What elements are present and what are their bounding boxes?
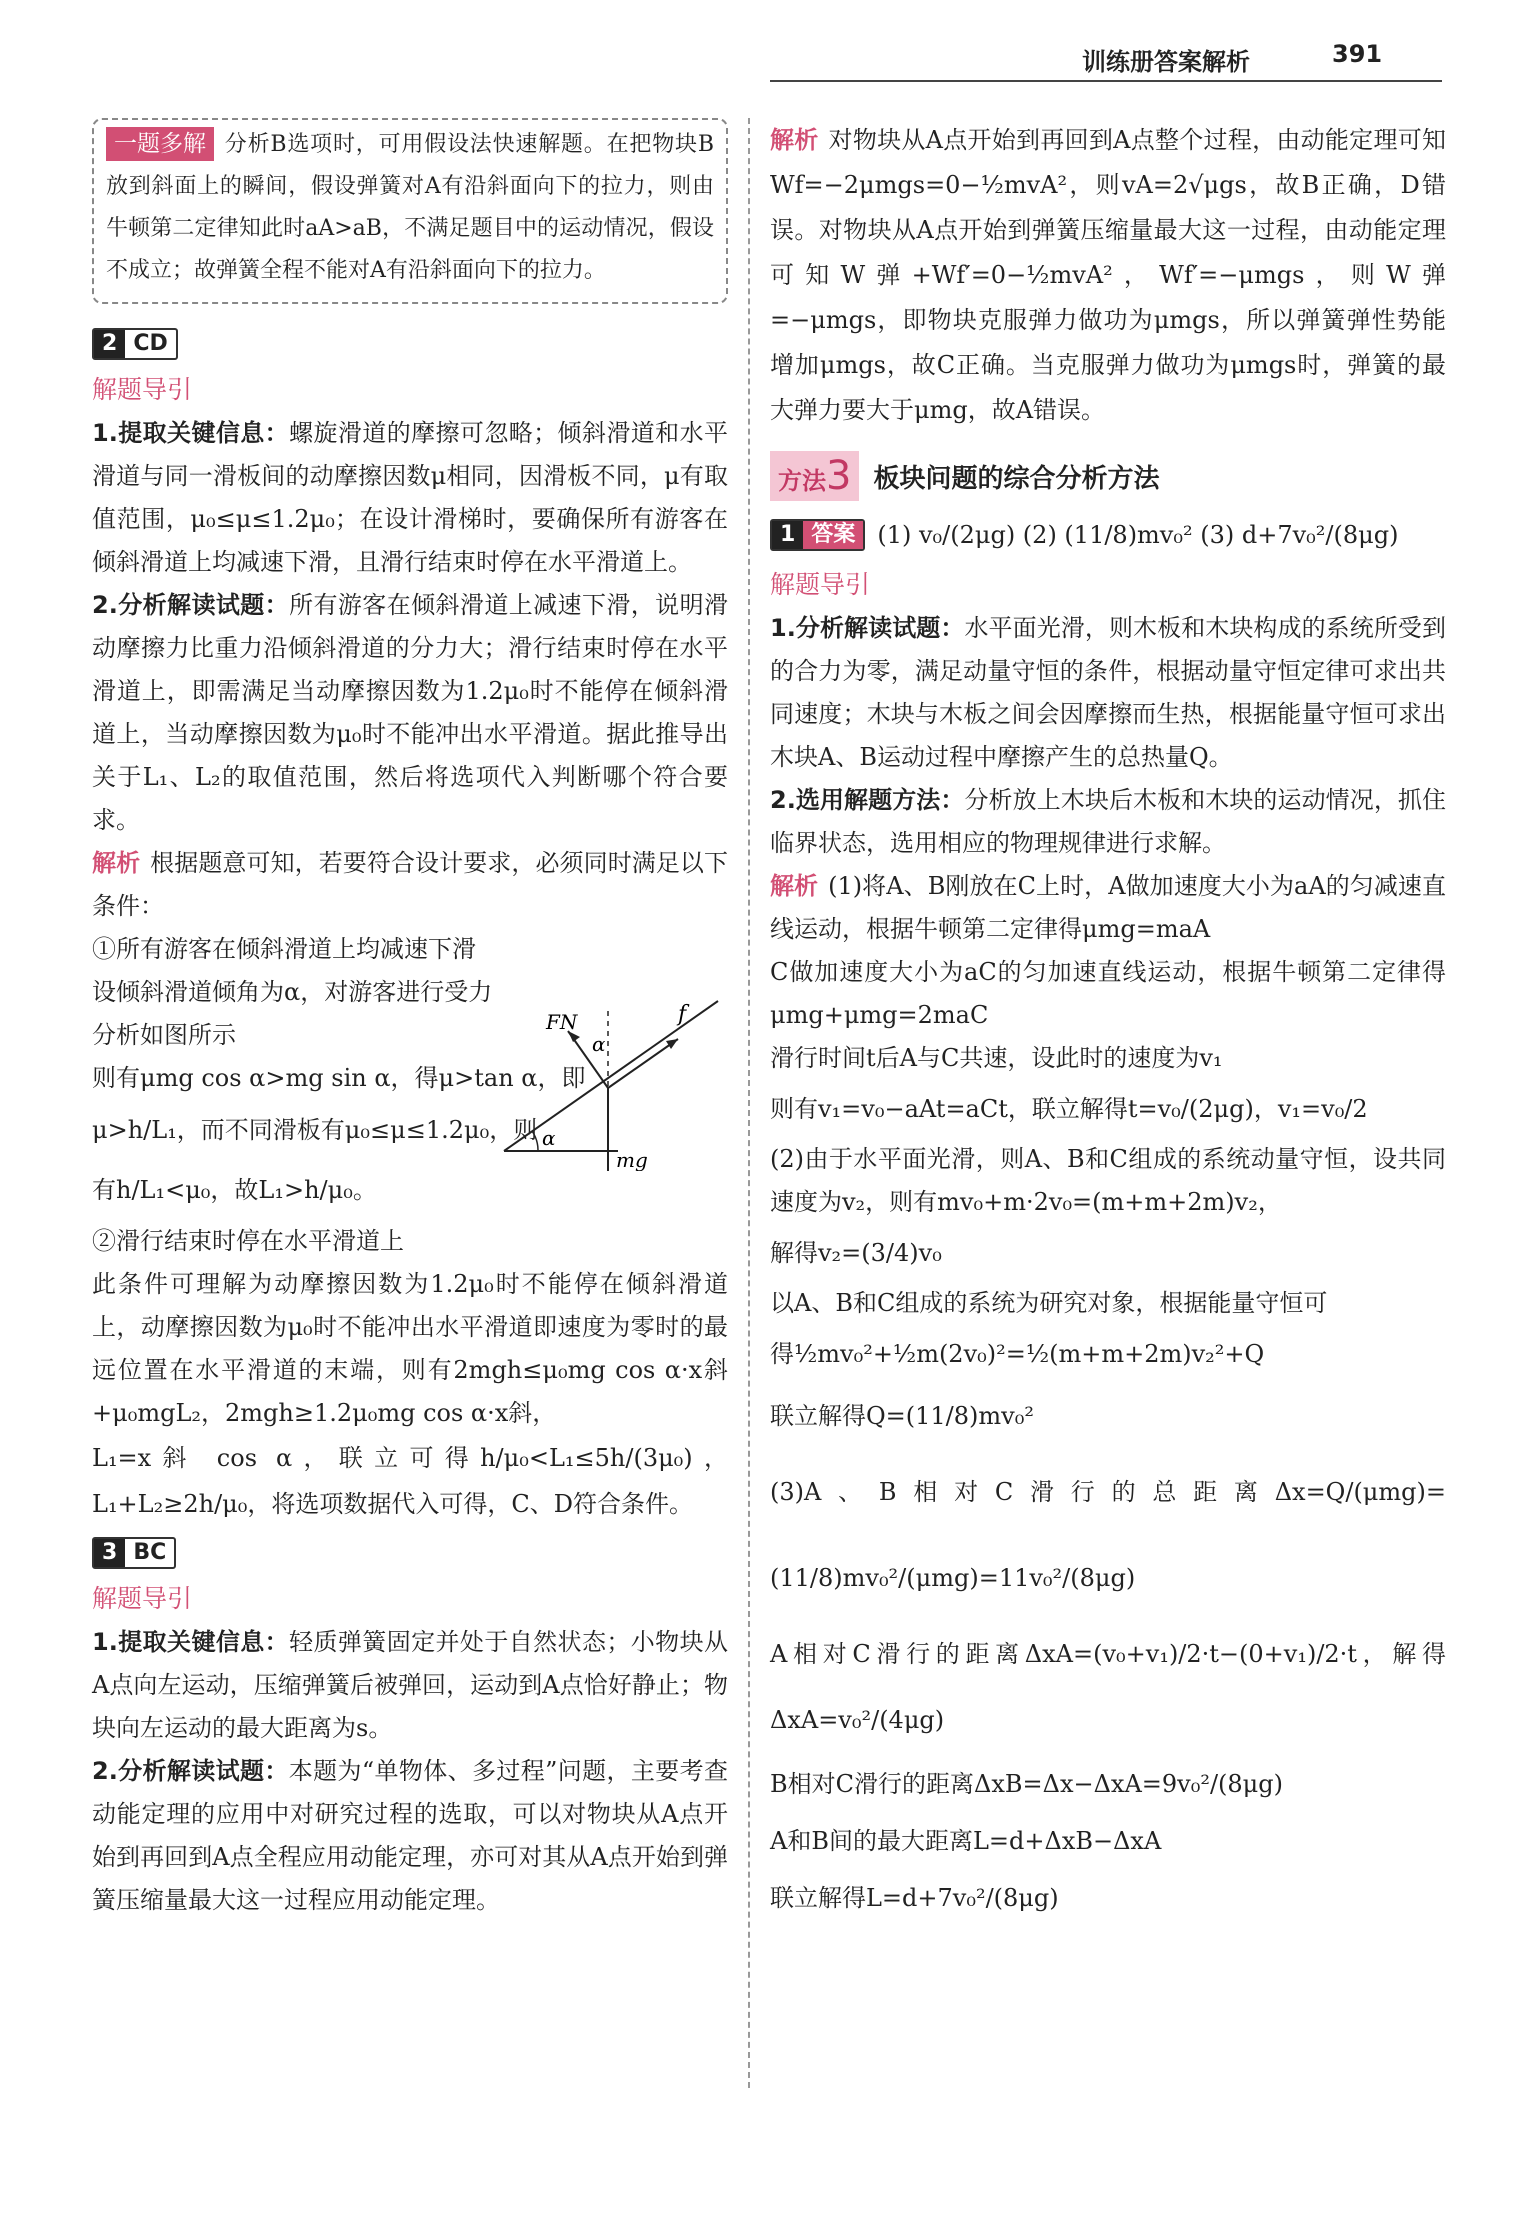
q2-condition-2-body: 此条件可理解为动摩擦因数为1.2μ₀时不能停在倾斜滑道上，动摩擦因数为μ₀时不能冲出水平滑道即速度为零时的最远位置在水平滑道的末端，则有2mgh≤μ₀mg cos α·x斜+μ₀mgL₂，2mgh≥1.2μ₀mg cos α·x斜，	[92, 1270, 728, 1427]
force-diagram	[498, 971, 728, 1171]
q2-point-1: 1.提取关键信息：螺旋滑道的摩擦可忽略；倾斜滑道和水平滑道与同一滑板间的动摩擦因数μ相同，因滑板不同，μ有取值范围，μ₀≤μ≤1.2μ₀；在设计滑梯时，要确保所有游客在倾斜滑道上均减速下滑，且滑行结束时停在水平滑道上。	[92, 419, 728, 576]
q1-step-6: 解得v₂=(3/4)v₀	[770, 1239, 942, 1267]
q1-step-4: 则有v₁=v₀−aAt=aCt，联立解得t=v₀/(2μg)，v₁=v₀/2	[770, 1095, 1368, 1123]
q2-force-block: FN f α α mg 设倾斜滑道倾角为α，对游客进行受力 分析如图所示 则有μmg cos α>mg sin α，得μ>tan α，即 μ>h/L₁，而不同滑板有μ₀≤μ≤1.2μ₀，则 有h/L₁<μ₀，故L₁>h/μ₀。	[92, 971, 728, 1220]
running-header-title: 训练册答案解析	[1082, 48, 1250, 76]
method-title: 板块问题的综合分析方法	[873, 463, 1160, 494]
q2-point-2: 2.分析解读试题：所有游客在倾斜滑道上减速下滑，说明滑动摩擦力比重力沿倾斜滑道的分力大；滑行结束时停在水平滑道上，即需满足当动摩擦因数为1.2μ₀时不能停在倾斜滑道上，当动摩擦因数为μ₀时不能冲出水平滑道。据此推导出关于L₁、L₂的取值范围，然后将选项代入判断哪个符合要求。	[92, 591, 728, 834]
left-column	[92, 118, 728, 1922]
q1-answer: (1) v₀/(2μg) (2) (11/8)mv₀² (3) d+7v₀²/(8μg)	[877, 521, 1399, 549]
q1-guide-title: 解题导引	[770, 570, 871, 599]
q1-answer-line	[770, 511, 1446, 559]
question-1-answer-tag: 1 答案	[770, 519, 865, 551]
q1-step-7: 以A、B和C组成的系统为研究对象，根据能量守恒可	[770, 1289, 1328, 1317]
q1-point-1: 1.分析解读试题：水平面光滑，则木板和木块构成的系统所受到的合力为零，满足动量守恒的条件，根据动量守恒定律可求出共同速度；木块与木板之间会因摩擦而生热，根据能量守恒可求出木块A、B运动过程中摩擦产生的总热量Q。	[770, 614, 1446, 771]
alpha-bottom-label: α	[542, 1126, 556, 1150]
q1-step-11: A相对C滑行的距离ΔxA=(v₀+v₁)/2·t−(0+v₁)/2·t，解得ΔxA=v₀²/(4μg)	[770, 1640, 1446, 1734]
q1-step-3: 滑行时间t后A与C共速，设此时的速度为v₁	[770, 1044, 1223, 1072]
q1-step-9: 联立解得Q=(11/8)mv₀²	[770, 1402, 1034, 1430]
q2-condition-1: ①所有游客在倾斜滑道上均减速下滑	[92, 935, 476, 963]
column-divider	[748, 118, 750, 2088]
alt-solution-tag: 一题多解	[106, 127, 214, 161]
method-badge: 方法3	[770, 451, 859, 501]
q1-point-2: 2.选用解题方法：分析放上木块后木板和木块的运动情况，抓住临界状态，选用相应的物理规律进行求解。	[770, 786, 1446, 857]
right-column	[770, 118, 1446, 1929]
alt-solution-box	[92, 118, 728, 304]
alpha-top-label: α	[592, 1032, 606, 1056]
header-rule	[770, 80, 1442, 82]
q1-step-13: A和B间的最大距离L=d+ΔxB−ΔxA	[770, 1827, 1162, 1855]
q3-point-2: 2.分析解读试题：本题为“单物体、多过程”问题，主要考查动能定理的应用中对研究过程的选取，可以对物块从A点开始到再回到A点全程应用动能定理，亦可对其从A点开始到弹簧压缩量最大这一过程应用动能定理。	[92, 1757, 728, 1914]
q2-guide-title: 解题导引	[92, 375, 193, 404]
q1-step-10: (3)A、B相对C滑行的总距离Δx=Q/(μmg)=(11/8)mv₀²/(μmg)=11v₀²/(8μg)	[770, 1478, 1446, 1592]
page-number: 391	[1332, 40, 1383, 68]
f-label: f	[678, 1002, 687, 1027]
q3-guide-title: 解题导引	[92, 1584, 193, 1613]
q1-step-8: 得½mv₀²+½m(2v₀)²=½(m+m+2m)v₂²+Q	[770, 1340, 1265, 1368]
question-2-answer-tag: 2 CD	[92, 328, 178, 360]
q1-step-5: (2)由于水平面光滑，则A、B和C组成的系统动量守恒，设共同速度为v₂，则有mv₀+m·2v₀=(m+m+2m)v₂，	[770, 1145, 1446, 1216]
mg-label: mg	[616, 1148, 648, 1171]
q2-condition-2-eq: L₁=x斜 cos α，联立可得h/μ₀<L₁≤5h/(3μ₀)，L₁+L₂≥2h/μ₀，将选项数据代入可得，C、D符合条件。	[92, 1444, 728, 1518]
q2-analysis: 解析 根据题意可知，若要符合设计要求，必须同时满足以下条件：	[92, 849, 729, 920]
question-3-answer-tag: 3 BC	[92, 1537, 176, 1569]
q1-step-12: B相对C滑行的距离ΔxB=Δx−ΔxA=9v₀²/(8μg)	[770, 1770, 1284, 1798]
q3-point-1: 1.提取关键信息：轻质弹簧固定并处于自然状态；小物块从A点向左运动，压缩弹簧后被弹回，运动到A点恰好静止；物块向左运动的最大距离为s。	[92, 1628, 728, 1742]
q1-step-1: 解析 (1)将A、B刚放在C上时，A做加速度大小为aA的匀减速直线运动，根据牛顿第二定律得μmg=maA	[770, 872, 1446, 943]
q2-condition-2: ②滑行结束时停在水平滑道上	[92, 1227, 404, 1255]
alt-solution-text: 分析B选项时，可用假设法快速解题。在把物块B放到斜面上的瞬间，假设弹簧对A有沿斜面向下的拉力，则由牛顿第二定律知此时aA>aB，不满足题目中的运动情况，假设不成立；故弹簧全程不能对A有沿斜面向下的拉力。	[106, 132, 714, 283]
q3-analysis: 解析 对物块从A点开始到再回到A点整个过程，由动能定理可知Wf=−2μmgs=0−½mvA²，则vA=2√μgs，故B正确，D错误。对物块从A点开始到弹簧压缩量最大这一过程，由动能定理可知W弹+Wf′=0−½mvA²，Wf′=−μmgs，则W弹=−μmgs，即物块克服弹力做功为μmgs，所以弹簧弹性势能增加μmgs，故C正确。当克服弹力做功为μmgs时，弹簧的最大弹力要大于μmg，故A错误。	[770, 126, 1446, 424]
q1-step-2: C做加速度大小为aC的匀加速直线运动，根据牛顿第二定律得μmg+μmg=2maC	[770, 958, 1446, 1029]
fn-label: FN	[546, 1010, 578, 1034]
q1-step-14: 联立解得L=d+7v₀²/(8μg)	[770, 1884, 1059, 1912]
method-3-heading	[770, 451, 1446, 501]
